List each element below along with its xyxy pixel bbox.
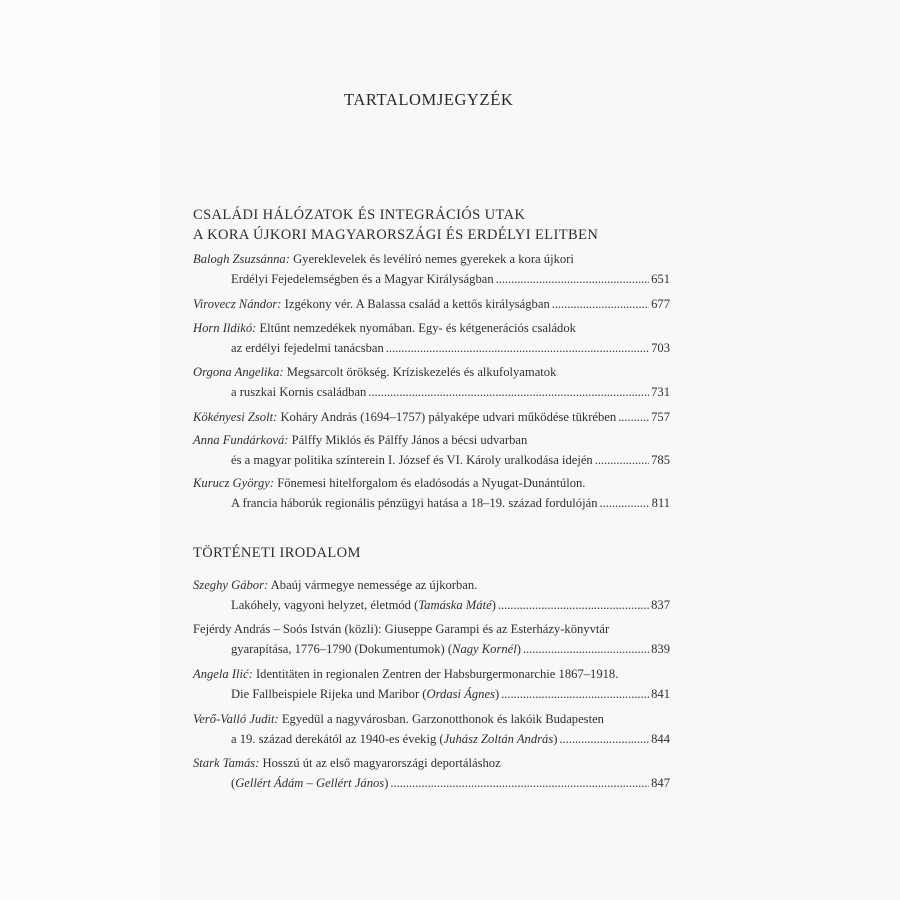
entry-title: Izgékony vér. A Balassa család a kettős királyságban <box>284 297 550 311</box>
toc-entry[interactable] <box>193 619 670 659</box>
page-title: TARTALOMJEGYZÉK <box>344 90 514 109</box>
page-number: 841 <box>651 687 670 701</box>
leader-dots <box>600 493 650 513</box>
leader-dots <box>595 450 649 470</box>
entry-title: Eltűnt nemzedékek nyomában. Egy- és kétgenerációs családok <box>259 321 576 335</box>
entry-author: Virovecz Nándor: <box>193 297 282 311</box>
page-number: 844 <box>651 732 670 746</box>
leader-dots <box>386 338 649 358</box>
toc-entry[interactable] <box>193 294 670 314</box>
section-heading-line: CSALÁDI HÁLÓZATOK ÉS INTEGRÁCIÓS UTAK <box>193 207 526 223</box>
page-number: 703 <box>651 341 670 355</box>
leader-dots <box>501 684 649 704</box>
page-number: 651 <box>651 272 670 286</box>
entry-title-cont: és a magyar politika színterein I. József és VI. Károly uralkodása idején <box>231 453 593 467</box>
entry-author: Kökényesi Zsolt: <box>193 410 278 424</box>
section-heading-family-networks <box>193 205 673 245</box>
reviewer-name: Nagy Kornél <box>452 642 517 656</box>
closing-paren: ) <box>491 598 496 612</box>
entry-author: Szeghy Gábor: <box>193 578 269 592</box>
section-heading-historical-literature <box>193 543 673 563</box>
page-number: 677 <box>651 297 670 311</box>
entry-title-cont: Erdélyi Fejedelemségben és a Magyar Királyságban <box>231 272 494 286</box>
entry-title-cont: az erdélyi fejedelmi tanácsban <box>231 341 384 355</box>
reviewer-name: Gellért Ádám – Gellért János <box>235 776 385 790</box>
entry-title-cont: a 19. század derekától az 1940-es évekig ( <box>231 732 444 746</box>
leader-dots <box>390 773 649 793</box>
leader-dots <box>618 407 649 427</box>
entry-author: Verő-Valló Judit: <box>193 712 279 726</box>
leader-dots <box>523 639 649 659</box>
toc-entry[interactable] <box>193 430 670 470</box>
closing-paren: ) <box>384 776 389 790</box>
toc-entry[interactable] <box>193 753 670 793</box>
entry-title: Abaúj vármegye nemessége az újkorban. <box>270 578 478 592</box>
entry-author: Horn Ildikó: <box>193 321 257 335</box>
entry-author: Angela Ilić: <box>193 667 253 681</box>
entry-title-cont: gyarapítása, 1776–1790 (Dokumentumok) ( <box>231 642 453 656</box>
entry-author: Balogh Zsuzsánna: <box>193 252 290 266</box>
toc-entry[interactable] <box>193 473 670 513</box>
reviewer-name: Ordasi Ágnes <box>426 687 495 701</box>
entry-title: Főnemesi hitelforgalom és eladósodás a Nyugat-Dunántúlon. <box>277 476 586 490</box>
page-number: 839 <box>651 642 670 656</box>
leader-dots <box>559 729 649 749</box>
toc-entry[interactable] <box>193 709 670 749</box>
entry-title: Identitäten in regionalen Zentren der Habsburgermonarchie 1867–1918. <box>255 667 619 681</box>
section-heading-line: TÖRTÉNETI IRODALOM <box>193 545 361 561</box>
entry-title-cont: a ruszkai Kornis családban <box>231 385 367 399</box>
leader-dots <box>368 382 649 402</box>
page-number: 837 <box>651 598 670 612</box>
page-number: 847 <box>651 776 670 790</box>
leader-dots <box>552 294 649 314</box>
page-number: 785 <box>651 453 670 467</box>
entry-title-cont: Die Fallbeispiele Rijeka und Maribor ( <box>231 687 427 701</box>
reviewer-name: Juhász Zoltán András <box>443 732 554 746</box>
entry-title: Gyereklevelek és levélíró nemes gyerekek a kora újkori <box>293 252 574 266</box>
entry-title: Pálffy Miklós és Pálffy János a bécsi udvarban <box>291 433 528 447</box>
entry-title: Hosszú út az első magyarországi deportáláshoz <box>262 756 501 770</box>
entry-title-cont: ( <box>231 776 236 790</box>
entry-title: Fejérdy András – Soós István (közli): Giuseppe Garampi és az Esterházy-könyvtár <box>193 622 610 636</box>
entry-title: Egyedül a nagyvárosban. Garzonotthonok és lakóik Budapesten <box>281 712 604 726</box>
entry-author: Orgona Angelika: <box>193 365 284 379</box>
toc-entry[interactable] <box>193 362 670 402</box>
closing-paren: ) <box>516 642 521 656</box>
page-number: 757 <box>651 410 670 424</box>
reviewer-name: Tamáska Máté <box>418 598 492 612</box>
entry-title: Megsarcolt örökség. Kríziskezelés és alkufolyamatok <box>286 365 557 379</box>
entry-author: Kurucz György: <box>193 476 275 490</box>
entry-author: Anna Fundárková: <box>193 433 289 447</box>
toc-entry[interactable] <box>193 407 670 427</box>
toc-entry[interactable] <box>193 664 670 704</box>
entry-author: Stark Tamás: <box>193 756 260 770</box>
leader-dots <box>498 595 649 615</box>
closing-paren: ) <box>553 732 558 746</box>
page-number: 811 <box>651 496 670 510</box>
entry-title: Koháry András (1694–1757) pályaképe udvari működése tükrében <box>280 410 617 424</box>
page-number: 731 <box>651 385 670 399</box>
entry-title-cont: A francia háborúk regionális pénzügyi hatása a 18–19. század fordulóján <box>231 496 598 510</box>
toc-entry[interactable] <box>193 318 670 358</box>
closing-paren: ) <box>494 687 500 701</box>
section-heading-line: A KORA ÚJKORI MAGYARORSZÁGI ÉS ERDÉLYI ELITBEN <box>193 227 599 243</box>
entry-title-cont: Lakóhely, vagyoni helyzet, életmód ( <box>231 598 419 612</box>
toc-entry[interactable] <box>193 575 670 615</box>
leader-dots <box>496 269 649 289</box>
toc-entry[interactable] <box>193 249 670 289</box>
